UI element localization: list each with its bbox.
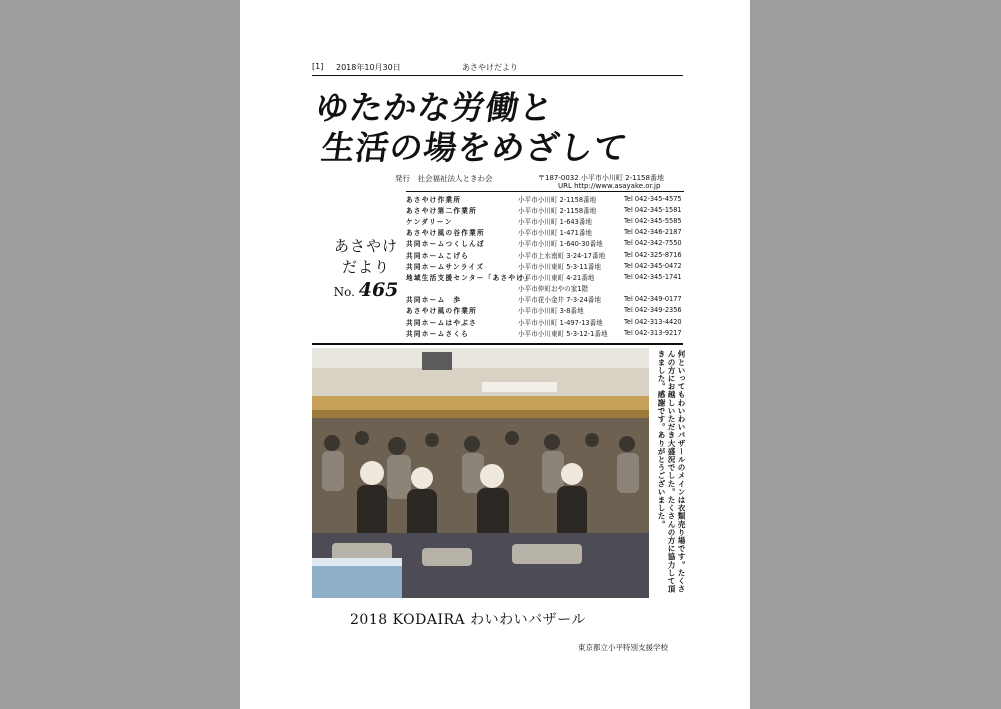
nameplate-line-2: だより xyxy=(341,258,390,276)
issue-value: 465 xyxy=(358,279,399,301)
section-rule xyxy=(312,343,683,345)
facility-tel: Tel 042-342-7550 xyxy=(624,239,682,248)
facility-tel: Tel 042-349-0177 xyxy=(624,295,682,304)
publisher-rule xyxy=(406,191,684,192)
facility-row xyxy=(406,215,686,226)
facility-tel: Tel 042-345-5585 xyxy=(624,216,682,225)
issue-number xyxy=(326,278,406,304)
headline-line-1: ゆたかな労働と xyxy=(312,88,557,127)
facility-name: あさやけ作業所 xyxy=(406,195,462,204)
facility-row xyxy=(406,327,686,338)
facility-name: 共同ホームさくら xyxy=(406,329,470,338)
facility-address: 小平市小川町 2-1158番地 xyxy=(518,206,597,215)
facility-note: 小平市仲町おやの家1階 xyxy=(518,285,589,294)
page-number: [1] xyxy=(312,62,324,71)
facility-tel: Tel 042-346-2187 xyxy=(624,228,682,237)
facility-address: 小平市小川町 1-471番地 xyxy=(518,229,593,238)
facility-address: 小平市小川東町 5-3-12-1番地 xyxy=(518,329,608,338)
newsletter-page xyxy=(240,0,750,709)
facility-address: 小平市小川町 1-643番地 xyxy=(518,217,593,226)
header-rule xyxy=(312,75,683,76)
issue-prefix: No. xyxy=(333,285,355,299)
publisher-url: URL http://www.asayake.or.jp xyxy=(558,182,661,190)
facility-row xyxy=(406,305,686,316)
newsletter-name: あさやけだより xyxy=(462,63,518,72)
running-header xyxy=(312,62,683,73)
photo-caption: 2018 KODAIRA わいわいバザール xyxy=(350,612,586,628)
facility-name: あさやけ風の作業所 xyxy=(406,307,478,316)
facility-row xyxy=(406,271,686,282)
facility-name: 共同ホームはやぶさ xyxy=(406,318,478,327)
photo-vertical-caption: 何といってもわいわいバザールのメインは衣類売り場です。たくさんの方にお越しいただき大盛況でした。たくさんの方に協力して頂きました。感謝です。ありがとうございました。 xyxy=(657,350,686,593)
facility-row xyxy=(406,316,686,327)
facility-address: 小平市小川東町 4-21番地 xyxy=(518,273,595,282)
facility-row xyxy=(406,204,686,215)
facility-tel: Tel 042-325-8716 xyxy=(624,250,682,259)
facility-address: 小平市花小金井 7-3-24番地 xyxy=(518,296,601,305)
facility-tel: Tel 042-345-0472 xyxy=(624,261,682,270)
facility-row xyxy=(406,193,686,204)
facility-name: 共同ホームつくしんぼ xyxy=(406,240,485,249)
facility-tel: Tel 042-345-4575 xyxy=(624,194,682,203)
facility-tel: Tel 042-345-1581 xyxy=(624,205,682,214)
facility-address: 小平市小川東町 5-3-11番地 xyxy=(518,262,601,271)
nameplate-line-1: あさやけ xyxy=(333,237,398,255)
facility-directory xyxy=(406,193,686,338)
publisher-postal: 〒187-0032 小平市小川町 2-1158番地 xyxy=(538,174,664,182)
facility-name: ケンダリーン xyxy=(406,217,453,226)
facility-name: 地域生活支援センター「あさやけ」 xyxy=(406,273,533,282)
facility-address: 小平市小川町 1-640-30番地 xyxy=(518,240,603,249)
facility-address: 小平市上水南町 3-24-17番地 xyxy=(518,251,606,260)
facility-row xyxy=(406,238,686,249)
photo-illustration xyxy=(312,348,649,598)
facility-row xyxy=(406,294,686,305)
facility-tel: Tel 042-313-9217 xyxy=(624,328,682,337)
facility-tel: Tel 042-313-4420 xyxy=(624,317,682,326)
facility-address: 小平市小川町 2-1158番地 xyxy=(518,195,597,204)
publisher-label: 発行 社会福祉法人ときわ会 xyxy=(395,174,493,183)
photo-credit: 東京都立小平特別支援学校 xyxy=(578,643,668,652)
facility-row xyxy=(406,227,686,238)
facility-tel: Tel 042-345-1741 xyxy=(624,272,682,281)
facility-address: 小平市小川町 1-497-13番地 xyxy=(518,318,603,327)
headline-line-2: 生活の場をめざして xyxy=(318,128,631,167)
facility-row xyxy=(406,260,686,271)
nameplate xyxy=(326,236,406,304)
facility-row xyxy=(406,249,686,260)
facility-address: 小平市小川町 3-8番地 xyxy=(518,307,584,316)
facility-name: 共同ホームこげら xyxy=(406,251,470,260)
facility-name: 共同ホームサンライズ xyxy=(406,262,485,271)
bazaar-crowd-photo xyxy=(312,348,649,598)
facility-tel: Tel 042-349-2356 xyxy=(624,306,682,315)
facility-name: あさやけ第二作業所 xyxy=(406,206,478,215)
facility-name: あさやけ風の谷作業所 xyxy=(406,229,485,238)
facility-name: 共同ホーム 歩 xyxy=(406,296,462,305)
issue-date: 2018年10月30日 xyxy=(336,63,401,72)
